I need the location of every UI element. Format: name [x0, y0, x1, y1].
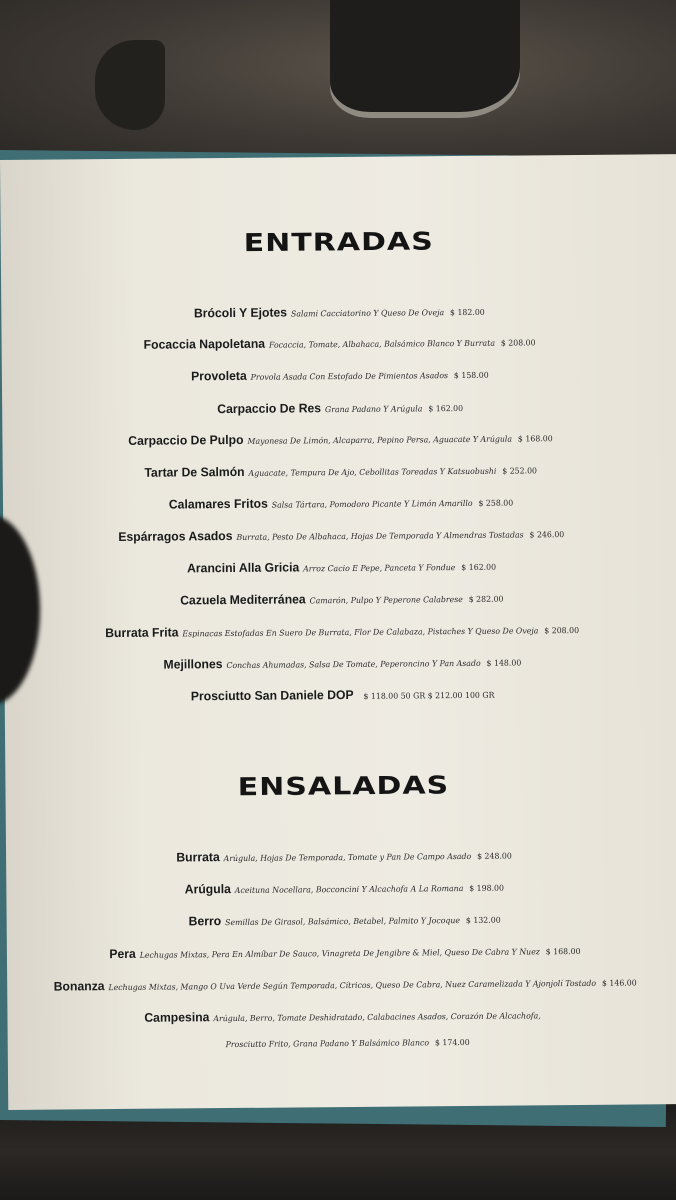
item-name: Bonanza [53, 979, 105, 994]
item-price: $ 174.00 [434, 1037, 470, 1048]
item-desc: Lechugas Mixtas, Pera En Almíbar De Sauco, Vinagreta De Jengibre & Miel, Queso De Cabra Y Nuez [139, 947, 540, 960]
item-price: $ 162.00 [428, 403, 464, 414]
item-name: Provoleta [191, 368, 247, 384]
item-desc: Arúgula, Berro, Tomate Deshidratado, Calabacines Asados, Corazón De Alcachofa, [213, 1011, 541, 1024]
item-desc: Lechugas Mixtas, Mango O Uva Verde Según Temporada, Cítricos, Queso De Cabra, Nuez Caramelizada Y Ajonjolí Tostado [108, 978, 597, 993]
menu-item [10, 363, 670, 387]
menu-item [10, 427, 670, 451]
item-desc: Camarón, Pulpo Y Peperone Calabrese [309, 594, 463, 606]
item-desc: Provola Asada Con Estofado De Pimientos Asados [250, 371, 449, 382]
item-price: $ 246.00 [529, 530, 565, 540]
menu-item [13, 683, 673, 707]
item-desc: Semillas De Girasol, Balsámico, Betabel, Palmito Y Jocoque [225, 916, 461, 928]
item-name: Berro [188, 914, 222, 929]
menu-item [10, 331, 670, 355]
item-price: $ 198.00 [469, 883, 505, 893]
item-desc: Salami Cacciatorino Y Queso De Oveja [290, 308, 445, 319]
item-name: Cazuela Mediterránea [180, 592, 306, 608]
item-desc: Mayonesa De Limón, Alcaparra, Pepino Persa, Aguacate Y Arúgula [247, 434, 513, 446]
menu-item [11, 459, 671, 483]
item-name: Arúgula [184, 882, 231, 897]
item-name: Pera [109, 946, 136, 962]
item-name: Tartar De Salmón [144, 464, 245, 480]
menu-item [15, 1004, 675, 1028]
menu-page [0, 154, 676, 1110]
item-price: $ 148.00 [486, 658, 522, 668]
item-desc: Grana Padano Y Arúgula [324, 404, 423, 415]
item-desc: Prosciutto Frito, Grana Padano Y Balsámico Blanco [225, 1038, 430, 1050]
menu-item [15, 940, 675, 964]
menu-item [9, 300, 669, 324]
shoe-left [95, 40, 165, 130]
menu-item [11, 523, 671, 547]
item-name: Burrata Frita [105, 625, 179, 641]
item-desc: Burrata, Pesto De Albahaca, Hojas De Temporada Y Almendras Tostadas [236, 530, 524, 542]
item-desc: Focaccia, Tomate, Albahaca, Balsámico Blanco Y Burrata [268, 338, 496, 350]
menu-item [12, 619, 672, 643]
item-price: $ 168.00 [517, 434, 553, 444]
item-desc: Aceituna Nocellara, Bocconcini Y Alcachofa A La Romana [234, 883, 464, 895]
menu-item [15, 908, 675, 932]
section-title-entradas: ENTRADAS [243, 227, 434, 258]
item-price: $ 118.00 50 GR $ 212.00 100 GR [363, 690, 495, 701]
item-price: $ 208.00 [500, 338, 536, 348]
item-price: $ 146.00 [601, 978, 637, 988]
item-price: $ 158.00 [453, 370, 489, 381]
item-price: $ 162.00 [461, 562, 497, 572]
item-desc: Conchas Ahumadas, Salsa De Tomate, Peperoncino Y Pan Asado [226, 658, 481, 671]
item-desc: Arúgula, Hojas De Temporada, Tomate y Pan De Campo Asado [223, 851, 472, 864]
menu-item [12, 651, 672, 675]
menu-item [10, 396, 670, 420]
item-price: $ 248.00 [477, 851, 512, 861]
item-name: Espárragos Asados [118, 528, 233, 544]
item-desc: Aguacate, Tempura De Ajo, Cebollitas Toreadas Y Katsuobushi [248, 466, 497, 478]
item-desc: Salsa Tártara, Pomodoro Picante Y Limón Amarillo [271, 498, 473, 510]
item-desc: Arroz Cacio E Pepe, Panceta Y Fondue [303, 563, 456, 574]
item-name: Mejillones [163, 657, 223, 672]
menu-item [11, 491, 671, 515]
item-price: $ 282.00 [468, 594, 504, 604]
item-name: Calamares Fritos [168, 496, 268, 512]
item-name: Carpaccio De Res [217, 401, 322, 417]
item-name: Campesina [144, 1010, 210, 1025]
item-price: $ 208.00 [544, 625, 580, 636]
item-price: $ 132.00 [465, 915, 501, 925]
menu-item [14, 844, 674, 868]
item-name: Focaccia Napoletana [143, 336, 266, 352]
item-price: $ 168.00 [545, 946, 581, 957]
section-title-ensaladas: ENSALADAS [237, 771, 450, 802]
item-price: $ 182.00 [449, 307, 485, 318]
item-price: $ 258.00 [478, 498, 514, 508]
menu-item [14, 876, 674, 900]
menu-item [15, 972, 675, 996]
item-name: Prosciutto San Daniele DOP [190, 687, 354, 704]
item-desc: Espinacas Estofadas En Suero De Burrata, Flor De Calabaza, Pistaches Y Queso De Oveja [182, 626, 539, 639]
item-name: Carpaccio De Pulpo [128, 432, 244, 448]
item-price: $ 252.00 [502, 466, 538, 476]
item-name: Arancini Alla Gricia [187, 560, 300, 576]
shoe [330, 0, 520, 118]
item-name: Burrata [176, 850, 220, 865]
menu-item [16, 1030, 676, 1054]
menu-item [11, 555, 671, 579]
item-name: Brócoli Y Ejotes [193, 305, 288, 321]
menu-item [12, 587, 672, 611]
